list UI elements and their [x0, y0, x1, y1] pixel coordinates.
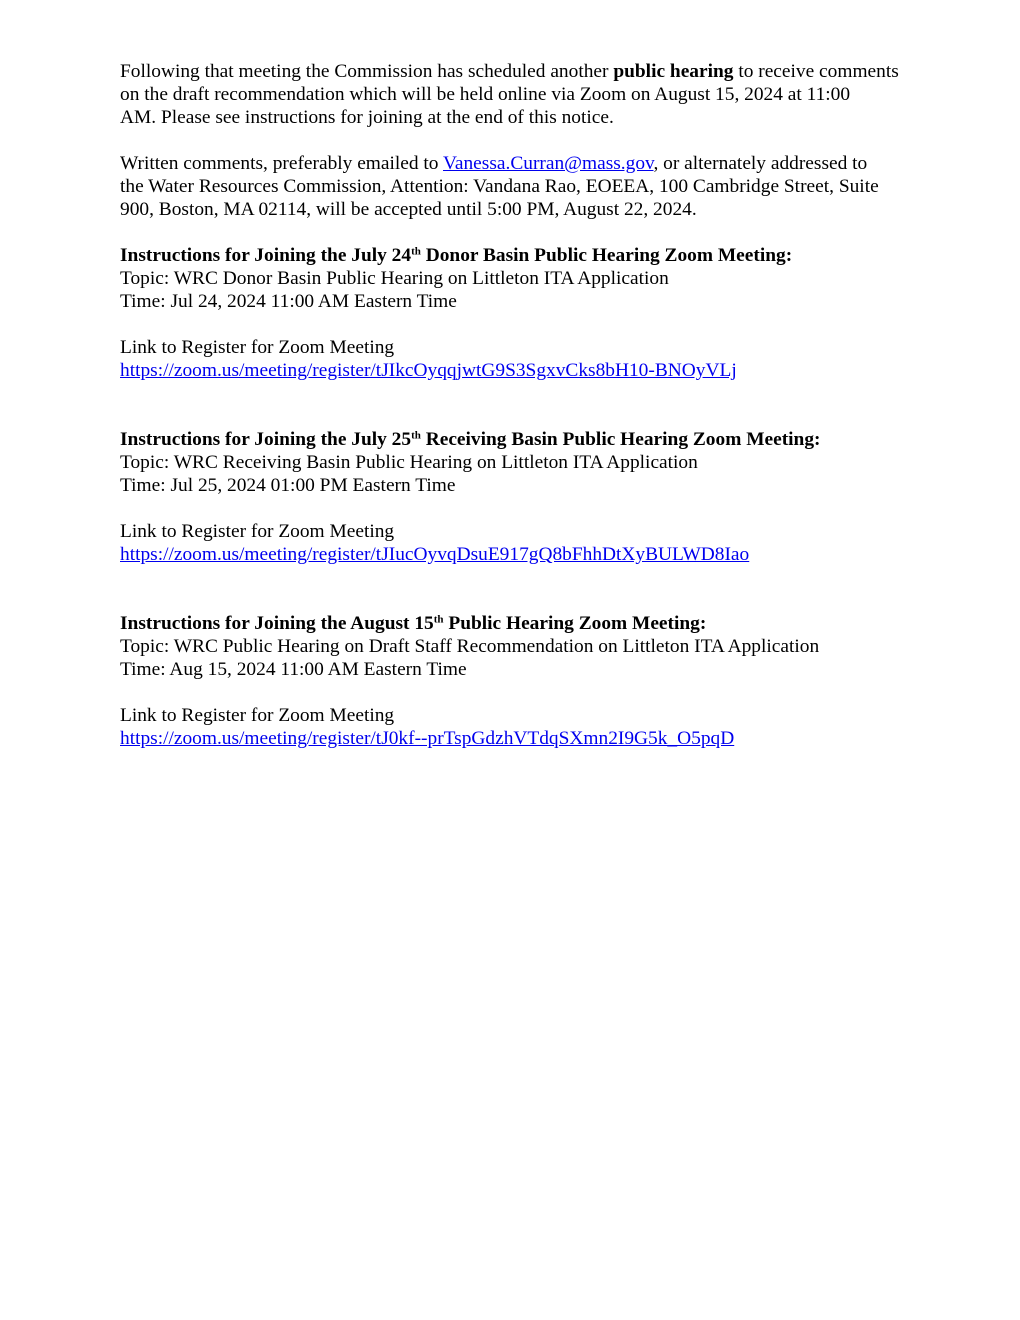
email-link[interactable]: Vanessa.Curran@mass.gov — [443, 153, 654, 174]
meeting-heading — [120, 244, 920, 267]
meeting-section-donor-basin — [120, 244, 920, 382]
register-label: Link to Register for Zoom Meeting — [120, 705, 395, 726]
meeting-topic: Topic: WRC Receiving Basin Public Hearing on Littleton ITA Application — [120, 452, 698, 473]
document-page — [120, 60, 920, 750]
meeting-topic: Topic: WRC Public Hearing on Draft Staff Recommendation on Littleton ITA Application — [120, 636, 820, 657]
register-link-line — [120, 543, 920, 566]
meeting-time: Time: Jul 25, 2024 01:00 PM Eastern Time — [120, 475, 456, 496]
heading-superscript: th — [433, 613, 444, 626]
written-text: Written comments, preferably emailed to — [120, 153, 444, 174]
written-line-1 — [120, 152, 920, 175]
written-line-3: 900, Boston, MA 02114, will be accepted until 5:00 PM, August 22, 2024. — [120, 199, 697, 220]
intro-line-1 — [120, 60, 920, 83]
heading-text: Instructions for Joining the July 25 — [120, 429, 412, 450]
register-label: Link to Register for Zoom Meeting — [120, 521, 395, 542]
public-hearing-emphasis: public hearing — [613, 61, 734, 82]
meeting-time: Time: Jul 24, 2024 11:00 AM Eastern Time — [120, 291, 457, 312]
meeting-topic: Topic: WRC Donor Basin Public Hearing on Littleton ITA Application — [120, 268, 669, 289]
zoom-register-link[interactable]: https://zoom.us/meeting/register/tJIucOyvqDsuE917gQ8bFhhDtXyBULWD8Iao — [120, 544, 750, 565]
intro-paragraph — [120, 60, 920, 129]
meeting-heading — [120, 612, 920, 635]
heading-superscript: th — [411, 245, 421, 258]
intro-text: Following that meeting the Commission has scheduled another — [120, 61, 614, 82]
zoom-register-link[interactable]: https://zoom.us/meeting/register/tJIkcOyqqjwtG9S3SgxvCks8bH10-BNOyVLj — [120, 360, 737, 381]
intro-line-3: AM. Please see instructions for joining at the end of this notice. — [120, 107, 614, 128]
intro-text: to receive comments — [733, 61, 899, 82]
heading-text: Donor Basin Public Hearing Zoom Meeting: — [420, 245, 793, 266]
heading-superscript: th — [411, 429, 421, 442]
intro-line-2: on the draft recommendation which will be held online via Zoom on August 15, 2024 at 11:00 — [120, 84, 851, 105]
meeting-section-receiving-basin — [120, 428, 920, 566]
heading-text: Instructions for Joining the July 24 — [120, 245, 412, 266]
written-comments-paragraph — [120, 152, 920, 221]
written-line-2: the Water Resources Commission, Attention: Vandana Rao, EOEEA, 100 Cambridge Street, Suite — [120, 176, 879, 197]
meeting-time: Time: Aug 15, 2024 11:00 AM Eastern Time — [120, 659, 467, 680]
meeting-heading — [120, 428, 920, 451]
heading-text: Public Hearing Zoom Meeting: — [443, 613, 707, 634]
meeting-section-august-hearing — [120, 612, 920, 750]
zoom-register-link[interactable]: https://zoom.us/meeting/register/tJ0kf--prTspGdzhVTdqSXmn2I9G5k_O5pqD — [120, 728, 735, 749]
register-label: Link to Register for Zoom Meeting — [120, 337, 395, 358]
heading-text: Instructions for Joining the August 15 — [120, 613, 434, 634]
written-text: , or alternately addressed to — [653, 153, 868, 174]
register-link-line — [120, 359, 920, 382]
heading-text: Receiving Basin Public Hearing Zoom Meeting: — [420, 429, 821, 450]
register-link-line — [120, 727, 920, 750]
